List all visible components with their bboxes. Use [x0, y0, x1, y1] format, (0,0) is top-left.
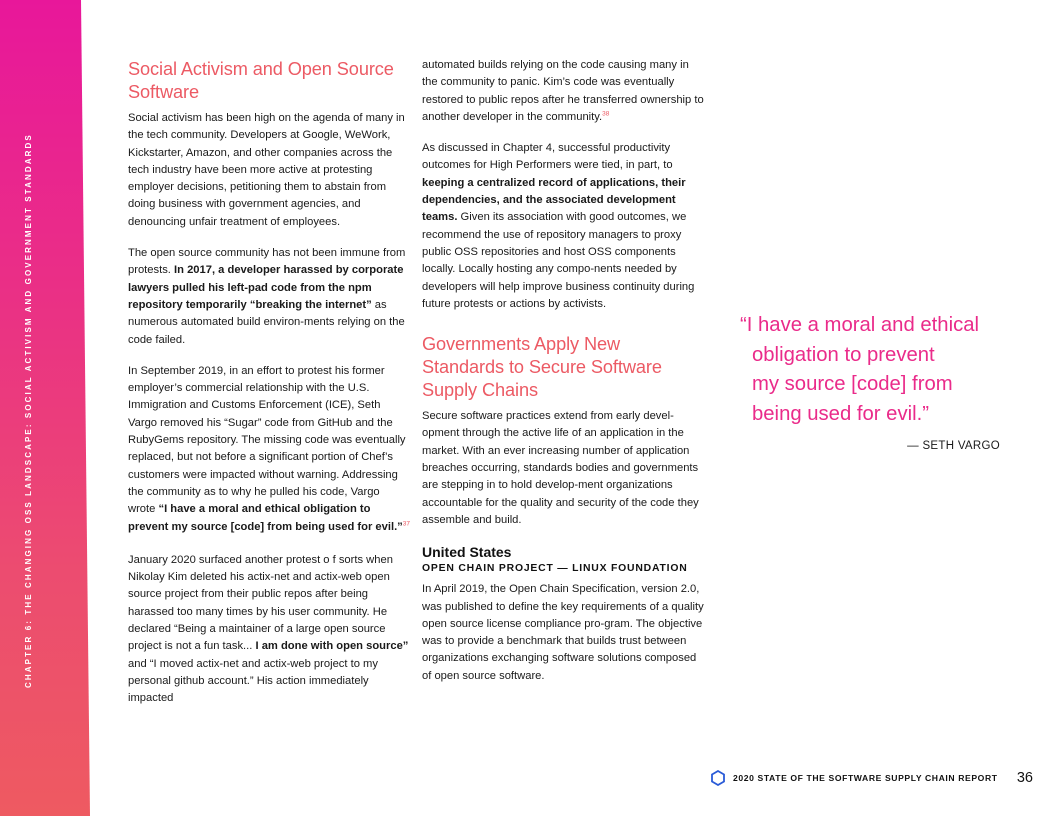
project-label: OPEN CHAIN PROJECT — LINUX FOUNDATION [422, 563, 688, 575]
section-heading-social-activism: Social Activism and Open Source Software [128, 59, 394, 102]
page-footer [711, 768, 1033, 788]
pull-quote [740, 311, 1010, 429]
paragraph: Secure software practices extend from early devel-opment through the active life of an application in the market. With an ever increasing number of application breaches occurring, standards bodies and governments are stepping in to hold develop-ment organizations accountable for the quality and security of the code they assemble and build. [422, 410, 699, 526]
quote-attribution: — SETH VARGO [907, 440, 1000, 452]
section-heading-governments: Governments Apply New Standards to Secure Software Supply Chains [422, 334, 662, 401]
quote-line: obligation to prevent [752, 343, 935, 366]
subheading-united-states: United States [422, 544, 512, 561]
paragraph: In April 2019, the Open Chain Specification, version 2.0, was published to define the key requirements of a quality open source license compliance pro-gram. The objective was to provide a benchmark that builds trust between organizations exchanging software solutions composed of open source software. [422, 583, 704, 682]
quote-line: being used for evil.” [752, 402, 929, 425]
paragraph: Social activism has been high on the agenda of many in the tech community. Developers at Google, WeWork, Kickstarter, Amazon, and other companies across the tech industry have been more active at protesting employer decisions, petitioning them to abstain from doing business with government agencies, and denouncing unfair treatment of employees. [128, 112, 405, 228]
paragraph: The open source community has not been immune from protests. In 2017, a developer harassed by corporate lawyers pulled his left-pad code from the npm repository temporarily “breaking the internet” as numerous automated build environ-ments relying on the code failed. [128, 247, 406, 346]
page-number: 36 [1016, 770, 1033, 786]
quote-line: “I have a moral and ethical [740, 314, 979, 336]
footnote-ref[interactable]: 37 [402, 519, 411, 527]
paragraph: As discussed in Chapter 4, successful productivity outcomes for High Performers were tied, in part, to keeping a centralized record of applications, their dependencies, and the associated development teams. Given its association with good outcomes, we recommend the use of repository managers to proxy public OSS repositories and host OSS components locally. Locally hosting any compo-nents needed by developers will help improve business continuity during future protests or actions by activists. [422, 142, 695, 310]
hexagon-icon [711, 770, 725, 786]
chapter-side-band [0, 0, 90, 816]
quote-line: my source [code] from [752, 373, 953, 395]
footnote-ref[interactable]: 38 [602, 110, 610, 118]
paragraph: January 2020 surfaced another protest o f sorts when Nikolay Kim deleted his actix-net and actix-web open source project from their public repos after being harassed too many times by his user community. He declared “Being a maintainer of a large open source project is not a fun task... I am done with open source” and “I moved actix-net and actix-web project to my personal github account.” His action immediately impacted [128, 553, 409, 705]
chapter-label: CHAPTER 6: THE CHANGING OSS LANDSCAPE: SOCIAL ACTIVISM AND GOVERNMENT STANDARDS [24, 133, 33, 688]
left-column [128, 58, 410, 708]
report-title: 2020 STATE OF THE SOFTWARE SUPPLY CHAIN REPORT [733, 773, 998, 783]
paragraph: automated builds relying on the code causing many in the community to panic. Kim’s code was eventually restored to public repos after he transferred ownership to another developer in the community.$^{38}$ [422, 59, 704, 123]
paragraph: In September 2019, in an effort to protest his former employer’s commercial relationship with the U.S. Immigration and Customs Enforcement (ICE), Seth Vargo removed his “Sugar” code from GitHub and the RubyGems repository. The missing code was eventually replaced, but not before a significant portion of Chef’s customers were impacted without warning. Addressing the community as to why he pulled his code, Vargo wrote “I have a moral and ethical obligation to prevent my source [code] from being used for evil.”$^{37}$ [128, 364, 411, 533]
middle-column [422, 57, 706, 685]
